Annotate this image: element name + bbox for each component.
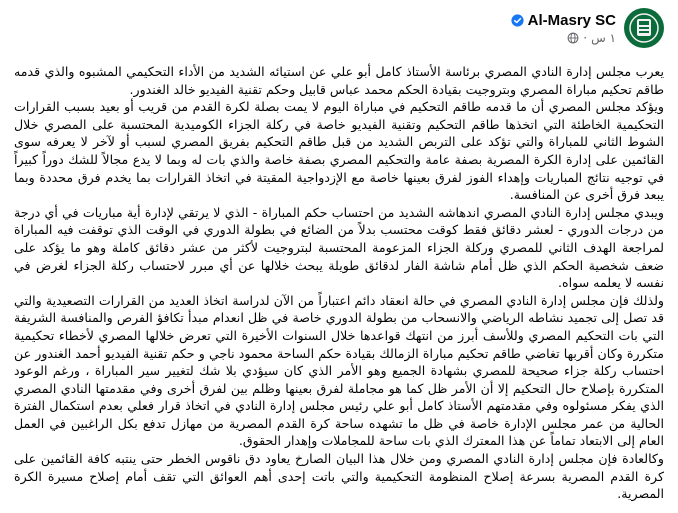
page-name-row <box>511 12 616 29</box>
post-paragraph: ولذلك فإن مجلس إدارة النادي المصري في حالة انعقاد دائم اعتباراً من الآن لدراسة اتخاذ العديد من القرارات التصعيدية والتي قد تصل إلى تجميد نشاطه الرياضي والانسحاب من بطولة الدوري خاصة في ظل انعدام مبدأ تكافؤ الفرص والمنافسة الشريفة التي بات التحكيم المصري وللأسف أبرز من انتهك قواعدها خلال السنوات الأخيرة التي تعرض خلالها المصري لأخطاء تحكيمية متكررة وكان أقربها تغاضي طاقم تحكيم مباراة الزمالك بقيادة حكم الساحة محمود ناجي و حكم تقنية الفيديو أحمد الغندور عن احتساب ركلة جزاء صحيحة للمصري بشهادة الجميع وهو الأمر الذي كان سيؤدي بلا شك لتغيير سير المباراة ، ورغم الوعود المتكررة بإصلاح حال التحكيم إلا أن الأمر ظل كما هو مجاملة لفرق بعينها وظلم بين لفرق أخرى وفي مقدمتها النادي المصري الذي يفكر مسئولوه وفي مقدمتهم الأستاذ كامل أبو علي رئيس مجلس إدارة النادي في اتخاذ قرار فعلي بعدم استكمال الفترة الحالية من عمر مجلس الإدارة خاصة في ظل ما تشهده ساحة كرة القدم المصرية من مهازل تدفع بكل الراغبين في العمل العام إلى الابتعاد تماماً عن هذا المعترك الذي بات ساحة للمجاملات وإهدار الحقوق. <box>14 292 664 449</box>
post-paragraph: ويؤكد مجلس المصري أن ما قدمه طاقم التحكيم في مباراة اليوم لا يمت بصلة لكرة القدم من قريب أو بعيد بسبب القرارات التحكيمية الخاطئة التي اتخذها طاقم التحكيم وتقنية الفيديو خاصة في ركلة الجزاء الكوميدية المحتسبة على المصري خلال الشوط الثاني للمباراة والتي تؤكد على التربص الشديد من قبل طاقم التحكيم بفريق المصري لسبب أو لآخر لا يعرفه سوى القائمين على إدارة الكرة المصرية بصفة عامة والتحكيم المصري بصفة خاصة والذي بات له وبما لا يدع مجالاً للشك دوراً كبيراً في توجيه نتائج المباريات وإهداء الفوز لفرق بعينها خاصة مع الإزدواجية المقيتة في اتخاذ القرارات بما يخدم فرق محددة وبما يبعد فرق أخرى عن المنافسة. <box>14 99 664 203</box>
post-paragraph: وكالعادة فإن مجلس إدارة النادي المصري ومن خلال هذا البيان الصارخ يعاود دق ناقوس الخطر حتى ينتبه كافة القائمين على كرة القدم المصرية بسرعة إصلاح المنظومة التحكيمية والتي باتت إحدى أهم العوائق التي تقف أمام إصلاح مسيرة الكرة المصرية. <box>14 451 664 502</box>
post-paragraph: ويبدي مجلس إدارة النادي المصري اندهاشه الشديد من احتساب حكم المباراة - الذي لا يرتقي لإدارة أية مباريات في أي درجة من درجات الدوري - لعشر دقائق فقط كوقت محتسب بدلاً من الضائع في بطولة الدوري في الوقت الذي توقفت فيه المباراة لمراجعة الهدف الثاني للمصري وركلة الجزاء المزعومة المحتسبة لبتروجيت لأكثر من عشر دقائق كاملة وهو ما يؤكد على ضعف شخصية الحكم الذي ظل أمام شاشة الفار لدقائق طويلة يبحث خلالها عن أي مبرر لاحتساب ركلة الجزاء لغرض في نفسه لا يعلمه سواه. <box>14 204 664 291</box>
verified-badge-icon <box>511 14 524 27</box>
post-meta <box>567 31 616 45</box>
post-header-text <box>511 12 616 45</box>
post-header <box>511 8 664 48</box>
post-body <box>14 63 664 503</box>
globe-icon <box>567 32 579 44</box>
post-timestamp[interactable]: ١ س <box>591 30 616 45</box>
club-logo-icon <box>624 8 664 48</box>
post-paragraph: يعرب مجلس إدارة النادي المصري برئاسة الأستاذ كامل أبو علي عن استيائه الشديد من الأداء التحكيمي المشبوه والذي قدمه طاقم تحكيم مباراة المصري وبتروجيت بقيادة الحكم محمد عباس قابيل وحكم تقنية الفيديو خالد الغندور. <box>14 64 664 97</box>
avatar[interactable] <box>624 8 664 48</box>
page-name-link[interactable]: Al-Masry SC <box>527 11 616 29</box>
meta-separator: · <box>583 30 588 45</box>
